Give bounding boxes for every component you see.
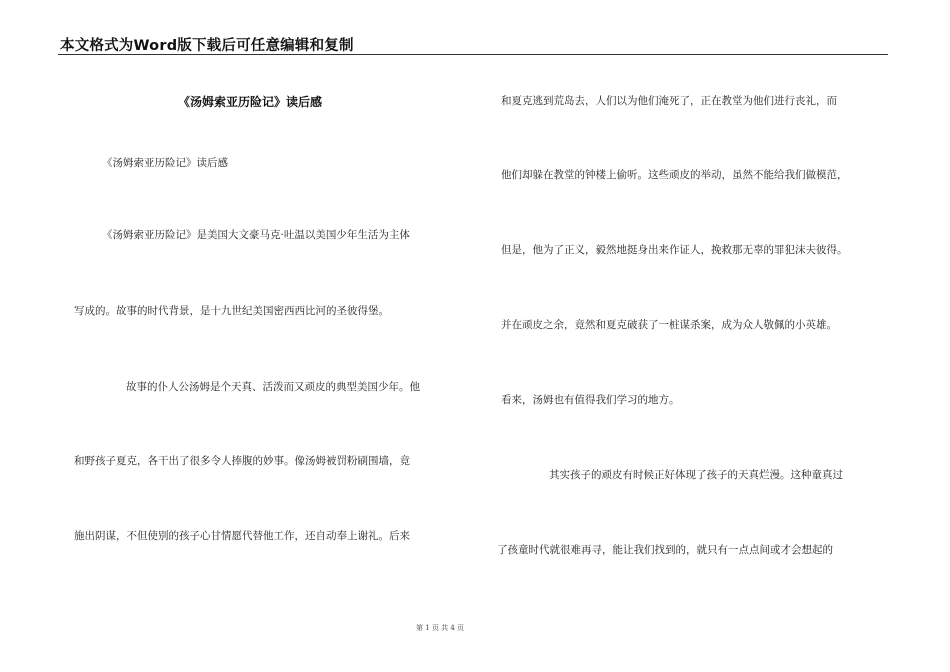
- paragraph-line: 和野孩子夏克，各干出了很多令人捧腹的妙事。像汤姆被罚粉刷围墙，竟: [74, 455, 410, 467]
- paragraph-line: 其实孩子的顽皮有时候正好体现了孩子的天真烂漫。这种童真过: [549, 469, 843, 481]
- paragraph-line: 并在顽皮之余，竟然和夏克破获了一桩谋杀案，成为众人敬佩的小英雄。: [501, 319, 837, 331]
- left-column: [74, 0, 474, 672]
- document-title: 《汤姆索亚历险记》读后感: [177, 95, 322, 109]
- paragraph-line: 他们却躲在教堂的钟楼上偷听。这些顽皮的举动，虽然不能给我们做模范，: [501, 169, 848, 181]
- paragraph-line: 但是，他为了正义，毅然地挺身出来作证人，挽救那无辜的罪犯沫夫彼得。: [501, 244, 848, 256]
- paragraph-line: 了孩童时代就很难再寻，能让我们找到的，就只有一点点间或才会想起的: [497, 544, 833, 556]
- paragraph-line: 看来，汤姆也有值得我们学习的地方。: [501, 394, 680, 406]
- paragraph-line: 和夏克逃到荒岛去，人们以为他们淹死了，正在教堂为他们进行丧礼，而: [501, 95, 837, 107]
- paragraph-line: 《汤姆索亚历险记》是美国大文豪马克·吐温以美国少年生活为主体: [102, 229, 410, 241]
- paragraph-line: 《汤姆索亚历险记》读后感: [102, 157, 228, 169]
- paragraph-line: 故事的仆人公汤姆是个天真、活泼而又顽皮的典型美国少年。他: [126, 381, 420, 393]
- paragraph-line: 施出阴谋，不但使别的孩子心甘情愿代替他工作，还自动奉上谢礼。后来: [74, 530, 410, 542]
- page-number: 第 1 页 共 4 页: [415, 624, 465, 632]
- header-title: 本文格式为Word版下载后可任意编辑和复制: [60, 38, 354, 54]
- right-column: [497, 0, 897, 672]
- paragraph-line: 写成的。故事的时代背景，是十九世纪美国密西西比河的圣彼得堡。: [74, 305, 389, 317]
